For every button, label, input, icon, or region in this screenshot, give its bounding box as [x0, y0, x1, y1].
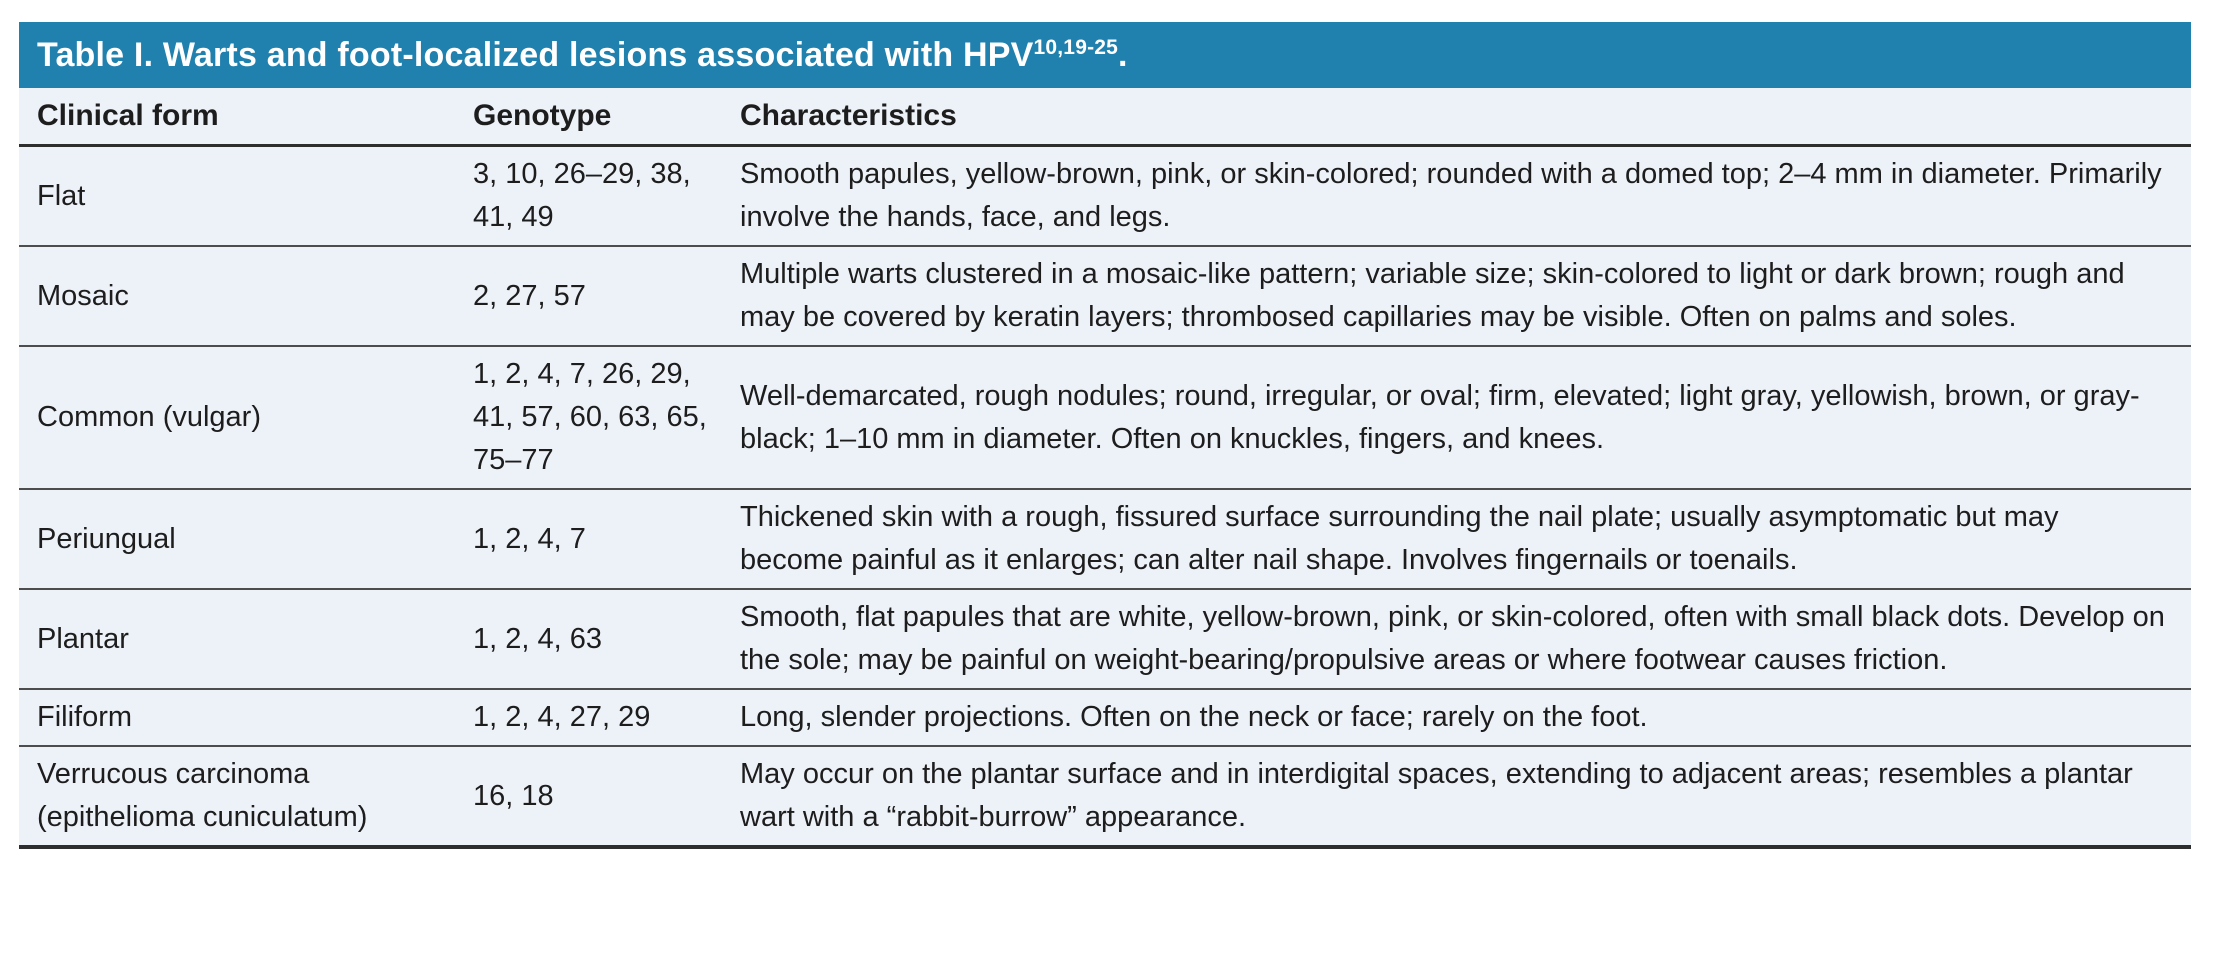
cell-clinical-form: Flat — [37, 179, 86, 212]
cell-clinical-form: Common (vulgar) — [37, 401, 261, 433]
column-header-clinical-form: Clinical form — [19, 88, 473, 146]
cell-clinical-form: Verrucous carcinoma (epithelioma cuniculatum) — [37, 758, 368, 833]
column-header-characteristics: Characteristics — [740, 88, 2191, 146]
table-row — [19, 346, 2191, 489]
cell-genotype: 1, 2, 4, 27, 29 — [473, 701, 651, 733]
cell-characteristics: Smooth, flat papules that are white, yellow-brown, pink, or skin-colored, often with small black dots. Develop on the sole; may be painful on weight-bearing/propulsive areas or where footwear causes friction. — [740, 601, 2165, 676]
cell-characteristics: Multiple warts clustered in a mosaic-like pattern; variable size; skin-colored to light or dark brown; rough and may be covered by keratin layers; thrombosed capillaries may be visible. Often on palms and soles. — [740, 258, 2125, 333]
cell-clinical-form: Mosaic — [37, 279, 129, 312]
table-row — [19, 689, 2191, 746]
column-header-genotype: Genotype — [473, 88, 740, 146]
hpv-warts-table — [19, 22, 2191, 849]
cell-genotype: 16, 18 — [473, 779, 554, 812]
cell-characteristics: Thickened skin with a rough, fissured surface surrounding the nail plate; usually asymptomatic but may become painful as it enlarges; can alter nail shape. Involves fingernails or toenails. — [740, 501, 2059, 576]
table-title-references: 10,19-25 — [1033, 36, 1119, 59]
cell-characteristics: May occur on the plantar surface and in interdigital spaces, extending to adjacent areas; resembles a plantar wart with a “rabbit-burrow” appearance. — [740, 758, 2133, 833]
cell-genotype: 1, 2, 4, 7 — [473, 522, 586, 555]
table-row — [19, 746, 2191, 847]
cell-characteristics: Long, slender projections. Often on the neck or face; rarely on the foot. — [740, 701, 1648, 733]
table-title-bar — [19, 22, 2191, 88]
cell-clinical-form: Filiform — [37, 701, 133, 733]
cell-genotype: 3, 10, 26–29, 38, 41, 49 — [473, 158, 691, 233]
table-row — [19, 146, 2191, 247]
table-row — [19, 589, 2191, 689]
table-row — [19, 246, 2191, 346]
table-title: Table I. Warts and foot-localized lesions associated with HPV — [37, 36, 1034, 74]
table-header-row — [19, 88, 2191, 146]
cell-genotype: 1, 2, 4, 7, 26, 29, 41, 57, 60, 63, 65, 75–77 — [473, 358, 707, 476]
table-grid — [19, 88, 2191, 849]
cell-genotype: 2, 27, 57 — [473, 279, 586, 312]
table-title-period: . — [1118, 36, 1128, 74]
cell-characteristics: Smooth papules, yellow-brown, pink, or skin-colored; rounded with a domed top; 2–4 mm in diameter. Primarily involve the hands, face, and legs. — [740, 158, 2162, 233]
cell-clinical-form: Periungual — [37, 522, 176, 555]
cell-characteristics: Well-demarcated, rough nodules; round, irregular, or oval; firm, elevated; light gray, yellowish, brown, or gray-black; 1–10 mm in diameter. Often on knuckles, fingers, and knees. — [740, 379, 2140, 455]
cell-genotype: 1, 2, 4, 63 — [473, 622, 602, 655]
table-row — [19, 489, 2191, 589]
cell-clinical-form: Plantar — [37, 622, 129, 655]
